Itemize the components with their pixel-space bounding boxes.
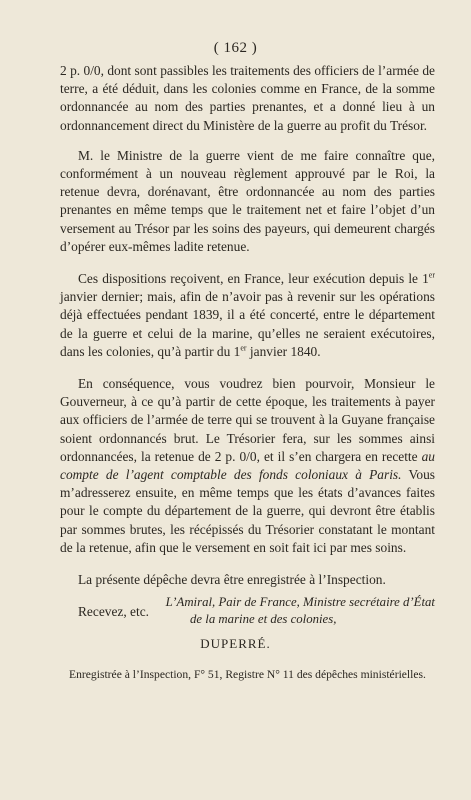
italic-text-segment: au compte de l’agent comptable des fonds coloniaux à Paris.: [60, 448, 435, 483]
paragraph-dispositions: [60, 270, 435, 361]
signature-block: [60, 594, 435, 628]
paragraph-instructions: [60, 375, 435, 557]
paragraph-salutation: Recevez, etc.: [78, 604, 149, 620]
letter-body: [60, 62, 435, 635]
signature-title-line2: de la marine et des colonies,: [190, 612, 337, 626]
signer-name: DUPERRÉ.: [200, 636, 271, 651]
paragraph-continuation: 2 p. 0/0, dont sont passibles les traitements des officiers de l’armée de terre, a été déduit, dans les colonies comme en France, de la somme ordonnancée au nom des parties prenantes, et a donné lieu à un ordonnancement direct du Ministère de la guerre au profit du Trésor.: [60, 63, 435, 133]
paragraph-registration-note: La présente dépêche devra être enregistrée à l’Inspection.: [78, 572, 386, 588]
registration-note: Enregistrée à l’Inspection, F° 51, Registre N° 11 des dépêches ministérielles.: [69, 668, 426, 681]
paragraph-minister-notice: M. le Ministre de la guerre vient de me faire connaître que, conformément à un nouveau règlement approuvé par le Roi, la retenue devra, dorénavant, être ordonnancée au nom des parties prenantes en même temps que le traitement net et faire l’objet d’un versement au Trésor par les soins des payeurs, qui demeurent chargés d’opérer eux-mêmes ladite retenue.: [60, 147, 435, 254]
page-number: ( 162 ): [213, 40, 258, 56]
text-segment: En conséquence, vous voudrez bien pourvoir, Monsieur le Gouverneur, à ce qu’à partir de cette époque, les traitements à payer aux officiers de l’armée de terre qui se trouvent à la Guyane française soient ordonnancés brut. Le Trésorier fera, sur les sommes ainsi ordonnancées, la retenue de 2 p. 0/0, et il s’en chargera en recette: [60, 376, 435, 464]
signature-title-line1: L’Amiral, Pair de France, Ministre secrétaire d’État: [165, 595, 435, 609]
text-segment: Ces dispositions reçoivent, en France, leur exécution depuis le 1: [78, 271, 429, 287]
superscript: er: [428, 270, 435, 280]
text-segment: janvier dernier; mais, afin de n’avoir pas à revenir sur les opérations déjà effectuées pendant 1839, il a été concerté, entre le département de la guerre et celui de la marine, qu’elles ne seraient exécutoires, dans les colonies, qu’à partir du 1: [60, 289, 435, 359]
text-segment: Vous m’adresserez ensuite, en même temps que les états d’avances faites pour le compte du département de la guerre, qui devront être établis par sommes brutes, les récépissés du Trésorier constatant le montant de la retenue, afin que le versement en soit fait ici par mes soins.: [60, 467, 436, 555]
text-segment: janvier 1840.: [246, 343, 321, 359]
superscript: er: [240, 343, 247, 353]
